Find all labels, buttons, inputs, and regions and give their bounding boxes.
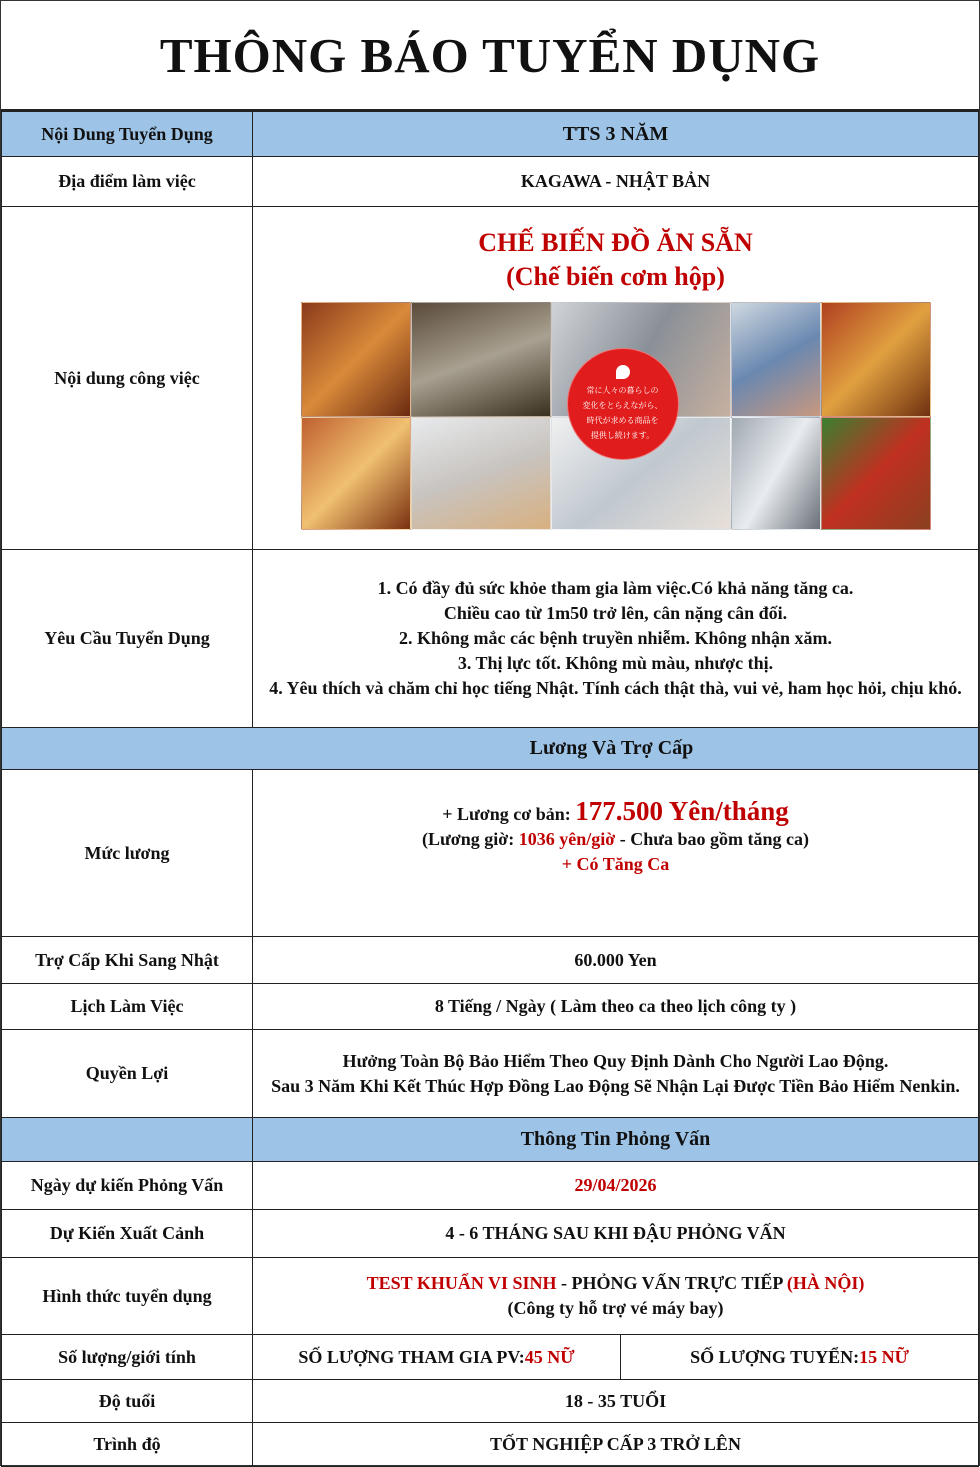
table-row	[2, 984, 979, 1030]
header-value: TTS 3 NĂM	[253, 112, 979, 157]
interview-date-label: Ngày dự kiến Phỏng Vấn	[2, 1162, 253, 1210]
interview-date-value: 29/04/2026	[253, 1162, 979, 1210]
company-logo-icon	[616, 365, 630, 379]
base-salary-prefix: + Lương cơ bản:	[442, 804, 576, 824]
departure-value: 4 - 6 THÁNG SAU KHI ĐẬU PHỎNG VẤN	[253, 1210, 979, 1258]
page-title: THÔNG BÁO TUYỂN DỤNG	[1, 1, 979, 111]
requirement-item: 1. Có đầy đủ sức khỏe tham gia làm việc.Có khả năng tăng ca.	[377, 578, 854, 598]
education-value: TỐT NGHIỆP CẤP 3 TRỞ LÊN	[253, 1423, 979, 1467]
hire-count	[621, 1335, 978, 1379]
table-row	[2, 1210, 979, 1258]
section-title: Lương Và Trợ Cấp	[2, 728, 979, 770]
hire-count-label: SỐ LƯỢNG TUYỂN:	[690, 1346, 860, 1367]
requirement-item: Chiều cao từ 1m50 trở lên, cân nặng cân đối.	[443, 603, 788, 623]
hourly-value: 1036 yên/giờ	[518, 829, 616, 849]
quantity-label: Số lượng/giới tính	[2, 1335, 253, 1380]
slogan-line: 提供し続けます。	[590, 431, 655, 440]
table-row	[2, 1335, 979, 1380]
interview-count-label: SỐ LƯỢNG THAM GIA PV:	[298, 1346, 525, 1367]
schedule-value: 8 Tiếng / Ngày ( Làm theo ca theo lịch công ty )	[253, 984, 979, 1030]
table-row	[2, 1258, 979, 1335]
header-row	[2, 112, 979, 157]
requirement-item: 4. Yêu thích và chăm chỉ học tiếng Nhật. Tính cách thật thà, vui vẻ, ham học hỏi, chịu khó.	[269, 678, 962, 698]
interview-count-value: 45 NỮ	[524, 1346, 575, 1367]
form-note: (Công ty hỗ trợ vé máy bay)	[507, 1298, 724, 1318]
salary-content	[253, 770, 979, 937]
benefit-line: Hưởng Toàn Bộ Bảo Hiểm Theo Quy Định Dành Cho Người Lao Động.	[342, 1050, 889, 1071]
location-label: Địa điểm làm việc	[2, 157, 253, 207]
education-label: Trình độ	[2, 1423, 253, 1467]
salary-label: Mức lương	[2, 770, 253, 937]
blank-cell	[2, 1118, 253, 1162]
age-value: 18 - 35 TUỔI	[253, 1380, 979, 1423]
job-subtitle: (Chế biến cơm hộp)	[506, 262, 725, 291]
schedule-label: Lịch Làm Việc	[2, 984, 253, 1030]
quantity-value	[253, 1335, 979, 1380]
requirements-label: Yêu Cầu Tuyển Dụng	[2, 550, 253, 728]
section-title: Thông Tin Phỏng Vấn	[253, 1118, 979, 1162]
section-header-interview	[2, 1118, 979, 1162]
slogan-badge	[567, 348, 679, 460]
job-label: Nội dung công việc	[2, 207, 253, 550]
interview-count	[253, 1335, 621, 1379]
table-row	[2, 770, 979, 937]
overtime-note: + Có Tăng Ca	[561, 854, 670, 874]
age-label: Độ tuổi	[2, 1380, 253, 1423]
base-salary-value: 177.500 Yên/tháng	[575, 796, 789, 826]
benefit-line: Sau 3 Năm Khi Kết Thúc Hợp Đồng Lao Động Sẽ Nhận Lại Được Tiền Bảo Hiểm Nenkin.	[271, 1075, 960, 1096]
departure-label: Dự Kiến Xuất Cảnh	[2, 1210, 253, 1258]
table-row	[2, 1423, 979, 1467]
job-table	[1, 111, 979, 1467]
allowance-value: 60.000 Yen	[253, 937, 979, 984]
location-value: KAGAWA - NHẬT BẢN	[253, 157, 979, 207]
slogan-line: 時代が求める商品を	[586, 416, 659, 425]
table-row	[2, 1380, 979, 1423]
form-method: - PHỎNG VẤN TRỰC TIẾP	[556, 1273, 787, 1293]
requirement-item: 3. Thị lực tốt. Không mù màu, nhược thị.	[457, 653, 774, 673]
section-header-salary	[2, 728, 979, 770]
table-row	[2, 157, 979, 207]
form-test: TEST KHUẨN VI SINH	[366, 1273, 557, 1293]
table-row	[2, 1030, 979, 1118]
slogan-line: 常に人々の暮らしの	[586, 386, 659, 395]
benefits-value	[253, 1030, 979, 1118]
hourly-prefix: (Lương giờ:	[421, 829, 519, 849]
job-title: CHẾ BIẾN ĐỒ ĂN SẴN	[478, 228, 753, 257]
hire-count-value: 15 NỮ	[859, 1346, 909, 1367]
requirements-list	[253, 550, 979, 728]
allowance-label: Trợ Cấp Khi Sang Nhật	[2, 937, 253, 984]
form-label: Hình thức tuyển dụng	[2, 1258, 253, 1335]
food-factory-photo	[301, 302, 931, 530]
job-content	[253, 207, 979, 550]
table-row	[2, 550, 979, 728]
table-row	[2, 207, 979, 550]
slogan-line: 変化をとらえながら、	[582, 401, 663, 410]
table-row	[2, 937, 979, 984]
benefits-label: Quyền Lợi	[2, 1030, 253, 1118]
form-place: (HÀ NỘI)	[786, 1273, 865, 1293]
requirement-item: 2. Không mắc các bệnh truyền nhiễm. Không nhận xăm.	[398, 628, 833, 648]
hourly-suffix: - Chưa bao gồm tăng ca)	[615, 829, 810, 849]
header-label: Nội Dung Tuyển Dụng	[2, 112, 253, 157]
form-value	[253, 1258, 979, 1335]
table-row	[2, 1162, 979, 1210]
